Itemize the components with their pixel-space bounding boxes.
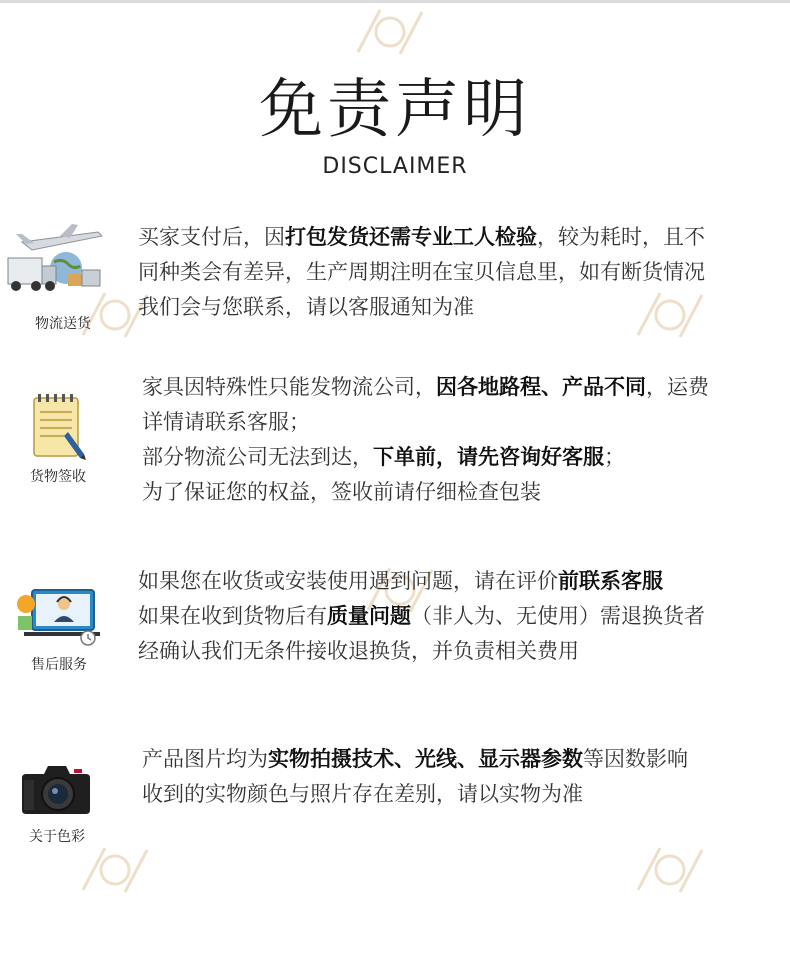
section-label-after-sales: 售后服务 (31, 657, 87, 673)
emphasis-text: 前联系客服 (558, 569, 663, 593)
page-subtitle: DISCLAIMER (322, 154, 468, 179)
camera-icon (20, 758, 92, 818)
body-text: 收到的实物颜色与照片存在差别，请以实物为准 (142, 782, 583, 806)
text-line (142, 475, 709, 510)
text-line (142, 370, 709, 405)
section-text-logistics (138, 220, 705, 325)
body-text: 详情请联系客服； (142, 410, 310, 434)
section-label-color: 关于色彩 (29, 829, 85, 845)
body-text: 产品图片均为 (142, 747, 268, 771)
body-text: 如果在收到货物后有 (138, 604, 327, 628)
emphasis-text: 打包发货还需专业工人检验 (285, 225, 537, 249)
body-text: 如果您在收货或安装使用遇到问题，请在评价 (138, 569, 558, 593)
body-text: ，运费 (646, 375, 709, 399)
body-text: 经确认我们无条件接收退换货，并负责相关费用 (138, 639, 579, 663)
body-text: 家具因特殊性只能发物流公司， (142, 375, 436, 399)
body-text: 同种类会有差异，生产周期注明在宝贝信息里，如有断货情况 (138, 260, 705, 284)
emphasis-text: 实物拍摄技术、光线、显示器参数 (268, 747, 583, 771)
body-text: 为了保证您的权益，签收前请仔细检查包装 (142, 480, 541, 504)
text-line (142, 777, 688, 812)
text-line (138, 290, 705, 325)
section-text-color (142, 742, 688, 812)
text-line (138, 220, 705, 255)
section-label-logistics: 物流送货 (35, 316, 91, 332)
watermark-logo (350, 2, 430, 62)
page-title: 免责声明 (259, 73, 531, 147)
text-line (138, 564, 705, 599)
body-text: ； (604, 445, 625, 469)
text-line (142, 440, 709, 475)
text-line (138, 255, 705, 290)
watermark-logo (75, 840, 155, 900)
section-text-after-sales (138, 564, 705, 669)
watermark-logo (630, 840, 710, 900)
text-line (138, 599, 705, 634)
customer-service-icon (14, 578, 100, 652)
emphasis-text: 质量问题 (327, 604, 411, 628)
body-text: ，较为耗时，且不 (537, 225, 705, 249)
body-text: 等因数影响 (583, 747, 688, 771)
notepad-pen-icon (28, 392, 88, 462)
logistics-icon (2, 218, 106, 298)
section-label-receipt: 货物签收 (30, 469, 86, 485)
text-line (142, 742, 688, 777)
text-line (142, 405, 709, 440)
body-text: 我们会与您联系，请以客服通知为准 (138, 295, 474, 319)
emphasis-text: 下单前，请先咨询好客服 (373, 445, 604, 469)
body-text: （非人为、无使用）需退换货者 (411, 604, 705, 628)
section-text-receipt (142, 370, 709, 510)
body-text: 买家支付后，因 (138, 225, 285, 249)
text-line (138, 634, 705, 669)
body-text: 部分物流公司无法到达， (142, 445, 373, 469)
emphasis-text: 因各地路程、产品不同 (436, 375, 646, 399)
